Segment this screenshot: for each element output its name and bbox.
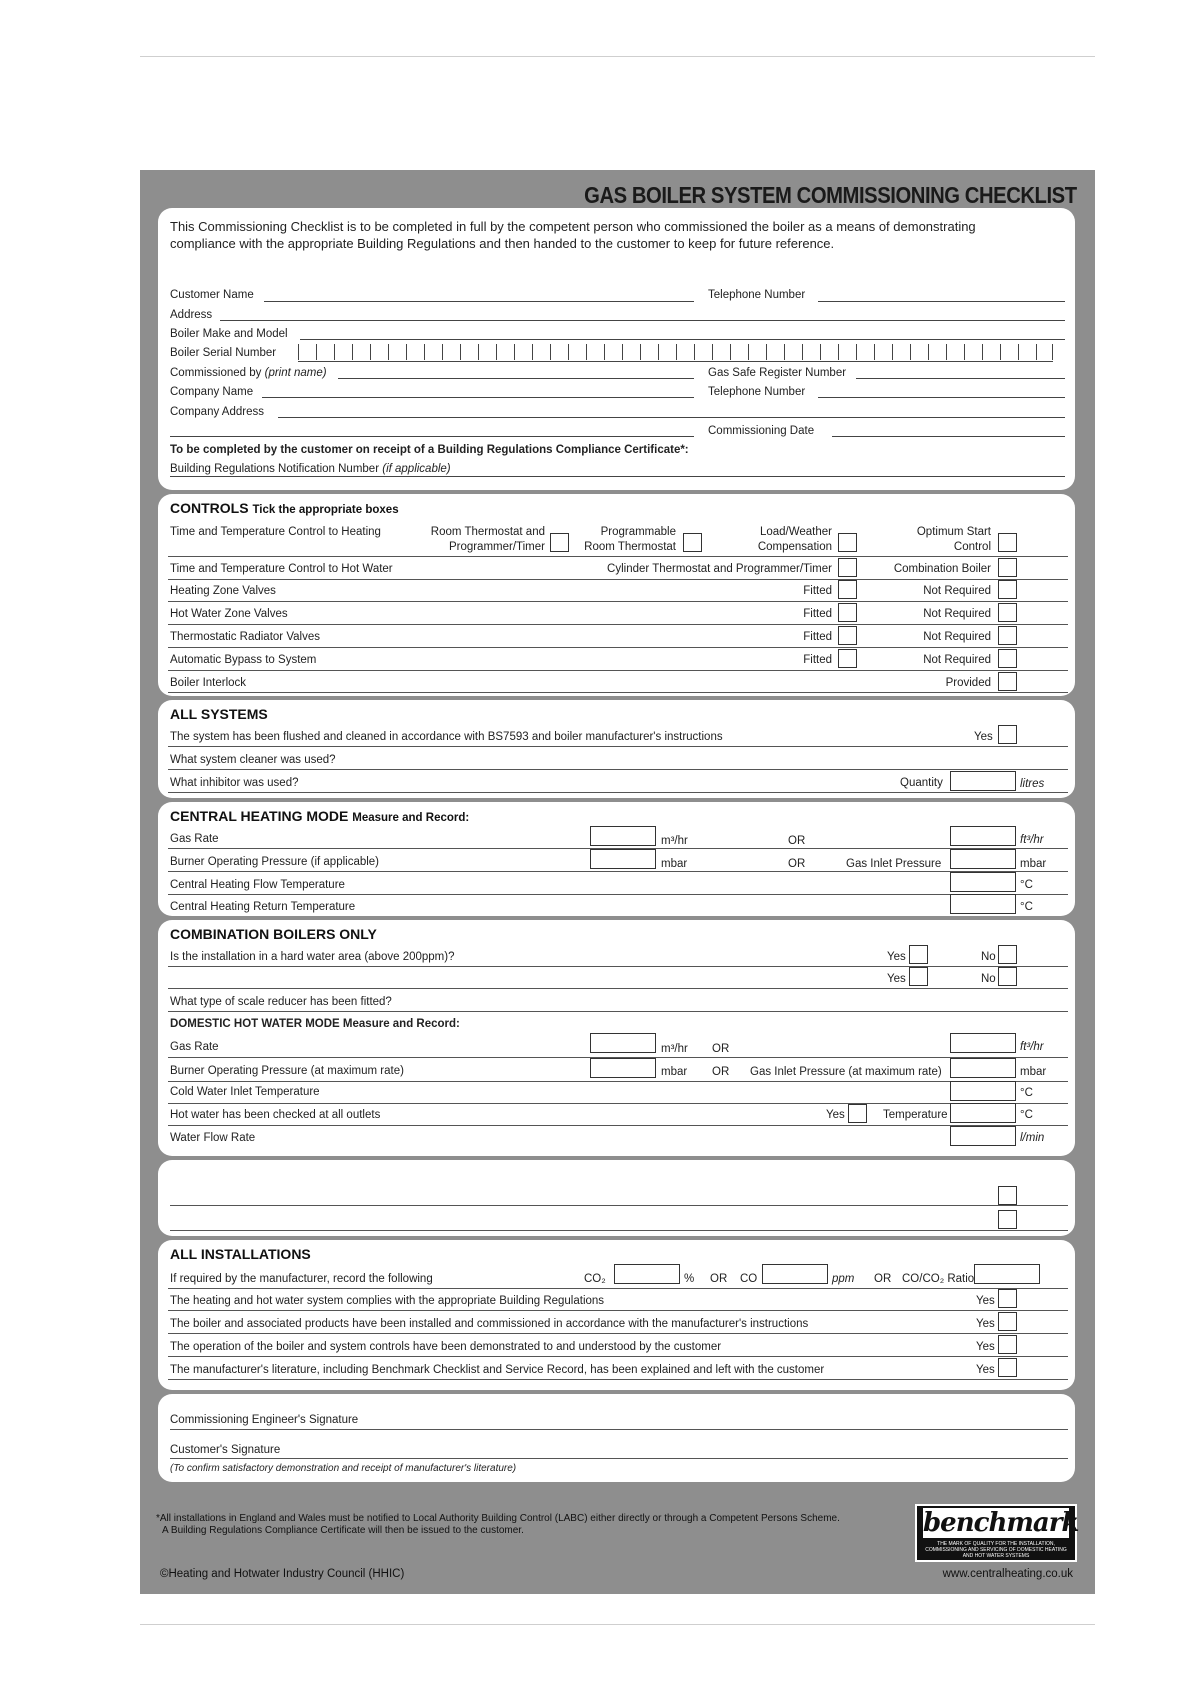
not-required-checkbox[interactable] [998, 649, 1017, 668]
website-link[interactable]: www.centralheating.co.uk [942, 1568, 1073, 1580]
rule [168, 1103, 1068, 1104]
company-address-field[interactable] [278, 417, 1065, 418]
or-label: OR [712, 1043, 730, 1055]
blank-panel [158, 1160, 1075, 1236]
company-address-label: Company Address [170, 406, 264, 418]
rule [168, 1081, 1068, 1082]
deg-c-unit: °C [1020, 1109, 1033, 1121]
cleaner-label: What system cleaner was used? [170, 754, 336, 766]
fitted-label: Fitted [803, 585, 832, 597]
ch-burner-pressure-label: Burner Operating Pressure (if applicable) [170, 856, 380, 868]
fitted-label: Fitted [803, 631, 832, 643]
litres-unit: litres [1020, 778, 1045, 790]
fitted-checkbox[interactable] [838, 649, 857, 668]
details-panel [158, 208, 1075, 490]
flushed-yes-label: Yes [974, 731, 993, 743]
or-label: OR [712, 1066, 730, 1078]
commissioned-by-field[interactable] [338, 378, 694, 379]
boiler-interlock-checkbox[interactable] [998, 672, 1017, 691]
rule [168, 1310, 1068, 1311]
yes-label: Yes [976, 1364, 995, 1376]
ch-return-temp-label: Central Heating Return Temperature [170, 901, 356, 913]
intro-line-1: This Commissioning Checklist is to be completed in full by the competent person who commissioned the boiler as a means of demonstrating [170, 219, 976, 234]
co2-label: CO₂ [584, 1273, 606, 1285]
statement-yes-checkbox[interactable] [998, 1289, 1017, 1308]
control-row-label: Automatic Bypass to System [170, 654, 317, 666]
or-label: OR [710, 1273, 728, 1285]
programmable-checkbox[interactable] [683, 533, 702, 552]
flow-rate-input[interactable] [950, 1126, 1016, 1146]
statement-yes-checkbox[interactable] [998, 1312, 1017, 1331]
controls-heading: CONTROLS Tick the appropriate boxes [170, 500, 399, 516]
address-label: Address [170, 309, 213, 321]
combination-boiler-label: Combination Boiler [893, 563, 991, 575]
ratio-input[interactable] [974, 1264, 1040, 1284]
rule [168, 692, 1068, 693]
gas-safe-register-field[interactable] [856, 378, 1065, 379]
compliance-statement: The manufacturer's literature, including Benchmark Checklist and Service Record, has been explained and left with the customer [170, 1364, 825, 1376]
rule [168, 966, 1068, 967]
not-required-checkbox[interactable] [998, 603, 1017, 622]
outlets-checked-label: Hot water has been checked at all outlets [170, 1109, 381, 1121]
rule [168, 1379, 1068, 1380]
page-top-rule [140, 56, 1095, 57]
ft3hr-unit: ft³/hr [1020, 834, 1044, 846]
record-following-label: If required by the manufacturer, record the following [170, 1273, 433, 1285]
page-bottom-rule [140, 1624, 1095, 1625]
compliance-statement: The operation of the boiler and system controls have been demonstrated to and understood by the customer [170, 1341, 722, 1353]
or-label: OR [788, 858, 806, 870]
checklist-title: GAS BOILER SYSTEM COMMISSIONING CHECKLIST [584, 182, 1077, 208]
rule [168, 988, 1068, 989]
control-row-label: Heating Zone Valves [170, 585, 276, 597]
not-required-checkbox[interactable] [998, 580, 1017, 599]
dhw-heading: DOMESTIC HOT WATER MODE Measure and Record: [170, 1018, 460, 1030]
signature-confirm-note: (To confirm satisfactory demonstration and receipt of manufacturer's literature) [170, 1463, 517, 1474]
no-label: No [981, 973, 996, 985]
load-weather-checkbox[interactable] [838, 533, 857, 552]
no-label: No [981, 951, 996, 963]
ratio-label: CO/CO₂ Ratio [902, 1273, 975, 1285]
yes-label: Yes [976, 1341, 995, 1353]
control-row-label: Hot Water Zone Valves [170, 608, 288, 620]
ch-flow-temp-input[interactable] [950, 872, 1016, 892]
ft3hr-unit: ft³/hr [1020, 1041, 1044, 1053]
combination-boilers-panel [158, 920, 1075, 1156]
optimum-start-checkbox[interactable] [998, 533, 1017, 552]
hot-water-control-label: Time and Temperature Control to Hot Water [170, 563, 393, 575]
all-installations-panel [158, 1240, 1075, 1390]
controls-panel [158, 494, 1075, 696]
blank-checkbox-2[interactable] [998, 1210, 1017, 1229]
or-label: OR [874, 1273, 892, 1285]
hard-water-no-checkbox[interactable] [998, 945, 1017, 964]
flow-rate-label: Water Flow Rate [170, 1132, 256, 1144]
boiler-serial-number-label: Boiler Serial Number [170, 347, 277, 359]
statement-yes-checkbox[interactable] [998, 1358, 1017, 1377]
outlet-temperature-input[interactable] [950, 1103, 1016, 1123]
co-input[interactable] [762, 1264, 828, 1284]
rule [168, 556, 1068, 557]
telephone-number-field[interactable] [818, 301, 1065, 302]
boiler-make-model-field[interactable] [300, 339, 1065, 340]
signatures-panel [158, 1394, 1075, 1482]
heating-control-label: Time and Temperature Control to Heating [170, 526, 381, 538]
rule [168, 624, 1068, 625]
ch-return-temp-input[interactable] [950, 894, 1016, 914]
yes-label: Yes [976, 1318, 995, 1330]
provided-label: Provided [945, 677, 991, 689]
commissioning-date-field[interactable] [832, 436, 1065, 437]
inhibitor-label: What inhibitor was used? [170, 777, 299, 789]
rule [170, 1205, 1068, 1206]
rule [168, 579, 1068, 580]
copyright: ©Heating and Hotwater Industry Council (HHIC) [160, 1568, 405, 1580]
dhw-gas-rate-label: Gas Rate [170, 1041, 219, 1053]
dhw-burner-pressure-input[interactable] [590, 1058, 656, 1078]
mbar-unit: mbar [661, 858, 688, 870]
hard-water-label: Is the installation in a hard water area (above 200ppm)? [170, 951, 455, 963]
rule [168, 670, 1068, 671]
rule [168, 1356, 1068, 1357]
dhw-gas-inlet-pressure-label: Gas Inlet Pressure (at maximum rate) [750, 1066, 942, 1078]
customer-signature-label: Customer's Signature [170, 1444, 281, 1456]
all-systems-heading: ALL SYSTEMS [170, 706, 268, 722]
engineer-signature-field[interactable] [170, 1429, 1068, 1430]
or-label: OR [788, 835, 806, 847]
yes-label: Yes [887, 973, 906, 985]
all-systems-panel [158, 700, 1075, 798]
benchmark-logo: benchmark THE MARK OF QUALITY FOR THE INSTALLATION, COMMISSIONING AND SERVICING OF DOMESTIC HEATING AND HOT WATER SYSTEMS [915, 1504, 1077, 1562]
optimum-start-label: Optimum Start Control [916, 526, 991, 553]
boiler-make-model-label: Boiler Make and Model [170, 328, 288, 340]
yes-label: Yes [887, 951, 906, 963]
notification-number-label: Building Regulations Notification Number (if applicable) [170, 463, 451, 475]
all-installations-heading: ALL INSTALLATIONS [170, 1246, 311, 1262]
combination-heading: COMBINATION BOILERS ONLY [170, 926, 377, 942]
ppm-label: ppm [832, 1273, 855, 1285]
deg-c-unit: °C [1020, 879, 1033, 891]
fitted-checkbox[interactable] [838, 603, 857, 622]
customer-signature-field[interactable] [170, 1458, 1068, 1459]
fitted-checkbox[interactable] [838, 626, 857, 645]
engineer-signature-label: Commissioning Engineer's Signature [170, 1414, 359, 1426]
checklist-sheet [140, 170, 1095, 1594]
boiler-interlock-label: Boiler Interlock [170, 677, 247, 689]
compliance-statement: The heating and hot water system complies with the appropriate Building Regulations [170, 1295, 605, 1307]
not-required-label: Not Required [923, 608, 991, 620]
cold-inlet-label: Cold Water Inlet Temperature [170, 1086, 320, 1098]
fitted-label: Fitted [803, 654, 832, 666]
rule [170, 1230, 1068, 1231]
ch-gas-inlet-pressure-input[interactable] [950, 849, 1016, 869]
cylinder-thermostat-label: Cylinder Thermostat and Programmer/Timer [607, 563, 832, 575]
second-yes-checkbox[interactable] [909, 967, 928, 986]
customer-name-label: Customer Name [170, 289, 254, 301]
mbar-unit: mbar [1020, 1066, 1047, 1078]
quantity-input[interactable] [950, 771, 1016, 791]
yes-label: Yes [826, 1109, 845, 1121]
rule [168, 1288, 1068, 1289]
ch-gas-rate-label: Gas Rate [170, 833, 219, 845]
address-field[interactable] [220, 320, 1065, 321]
outlets-checked-yes-checkbox[interactable] [848, 1104, 867, 1123]
ch-gas-rate-ft3-input[interactable] [950, 826, 1016, 846]
lmin-unit: l/min [1020, 1132, 1045, 1144]
ch-gas-rate-m3-input[interactable] [590, 826, 656, 846]
flushed-label: The system has been flushed and cleaned in accordance with BS7593 and boiler manufacturer's instructions [170, 731, 723, 743]
fitted-checkbox[interactable] [838, 580, 857, 599]
room-thermostat-label: Room Thermostat and Programmer/Timer [430, 526, 545, 553]
m3hr-unit: m³/hr [661, 1043, 688, 1055]
load-weather-label: Load/Weather Compensation [757, 526, 832, 553]
compliance-statement: The boiler and associated products have been installed and commissioned in accordance with the manufacturer's instructions [170, 1318, 809, 1330]
rule [168, 601, 1068, 602]
blank-checkbox-1[interactable] [998, 1186, 1017, 1205]
deg-c-unit: °C [1020, 1087, 1033, 1099]
ch-burner-pressure-input[interactable] [590, 849, 656, 869]
yes-label: Yes [976, 1295, 995, 1307]
telephone-number-label: Telephone Number [708, 289, 806, 301]
dhw-gas-rate-ft3-input[interactable] [950, 1033, 1016, 1053]
percent-label: % [684, 1273, 695, 1285]
gas-safe-register-label: Gas Safe Register Number [708, 367, 847, 379]
notification-number-field[interactable] [170, 476, 1065, 477]
cold-inlet-temp-input[interactable] [950, 1081, 1016, 1101]
rule [168, 894, 1068, 895]
serial-number-boxes[interactable] [298, 344, 1053, 362]
rule [168, 1125, 1068, 1126]
control-row-label: Thermostatic Radiator Valves [170, 631, 320, 643]
company-name-label: Company Name [170, 386, 254, 398]
scale-reducer-label: What type of scale reducer has been fitted? [170, 996, 392, 1008]
cylinder-thermostat-checkbox[interactable] [838, 558, 857, 577]
second-no-checkbox[interactable] [998, 967, 1017, 986]
not-required-label: Not Required [923, 631, 991, 643]
commissioned-by-label: Commissioned by (print name) [170, 367, 327, 379]
customer-completion-note: To be completed by the customer on receipt of a Building Regulations Compliance Certificate*: [170, 444, 689, 456]
not-required-checkbox[interactable] [998, 626, 1017, 645]
m3hr-unit: m³/hr [661, 835, 688, 847]
rule [168, 1011, 1068, 1012]
combination-boiler-checkbox[interactable] [998, 558, 1017, 577]
central-heating-panel [158, 802, 1075, 916]
central-heating-heading: CENTRAL HEATING MODE Measure and Record: [170, 808, 470, 824]
rule [168, 746, 1068, 747]
dhw-burner-pressure-label: Burner Operating Pressure (at maximum rate) [170, 1065, 404, 1077]
intro-line-2: compliance with the appropriate Building Regulations and then handed to the customer to keep for future reference. [170, 236, 835, 251]
hard-water-yes-checkbox[interactable] [909, 945, 928, 964]
ch-flow-temp-label: Central Heating Flow Temperature [170, 879, 345, 891]
quantity-label: Quantity [900, 777, 943, 789]
company-name-field[interactable] [262, 397, 694, 398]
deg-c-unit: °C [1020, 901, 1033, 913]
co2-input[interactable] [614, 1264, 680, 1284]
telephone-number-2-field[interactable] [818, 397, 1065, 398]
mbar-unit: mbar [661, 1066, 688, 1078]
dhw-gas-inlet-pressure-input[interactable] [950, 1058, 1016, 1078]
customer-name-field[interactable] [264, 301, 694, 302]
mbar-unit: mbar [1020, 858, 1047, 870]
commissioning-date-label: Commissioning Date [708, 425, 815, 437]
not-required-label: Not Required [923, 654, 991, 666]
temperature-label: Temperature [883, 1109, 948, 1121]
rule [168, 1333, 1068, 1334]
statement-yes-checkbox[interactable] [998, 1335, 1017, 1354]
rule [168, 871, 1068, 872]
co-label: CO [740, 1273, 758, 1285]
rule [168, 769, 1068, 770]
dhw-gas-rate-m3-input[interactable] [590, 1033, 656, 1053]
footer-note: *All installations in England and Wales must be notified to Local Authority Building Control (LABC) either directly or through a Competent Persons Scheme. A Building Regulations Compliance Certificate will then be issued to the customer. [156, 1513, 840, 1536]
rule [168, 792, 1068, 793]
telephone-number-2-label: Telephone Number [708, 386, 806, 398]
rule [168, 647, 1068, 648]
not-required-label: Not Required [923, 585, 991, 597]
fitted-label: Fitted [803, 608, 832, 620]
company-address-field-2[interactable] [170, 436, 694, 437]
ch-gas-inlet-pressure-label: Gas Inlet Pressure [846, 858, 942, 870]
programmable-label: Programmable Room Thermostat [584, 526, 676, 553]
flushed-yes-checkbox[interactable] [998, 725, 1017, 744]
